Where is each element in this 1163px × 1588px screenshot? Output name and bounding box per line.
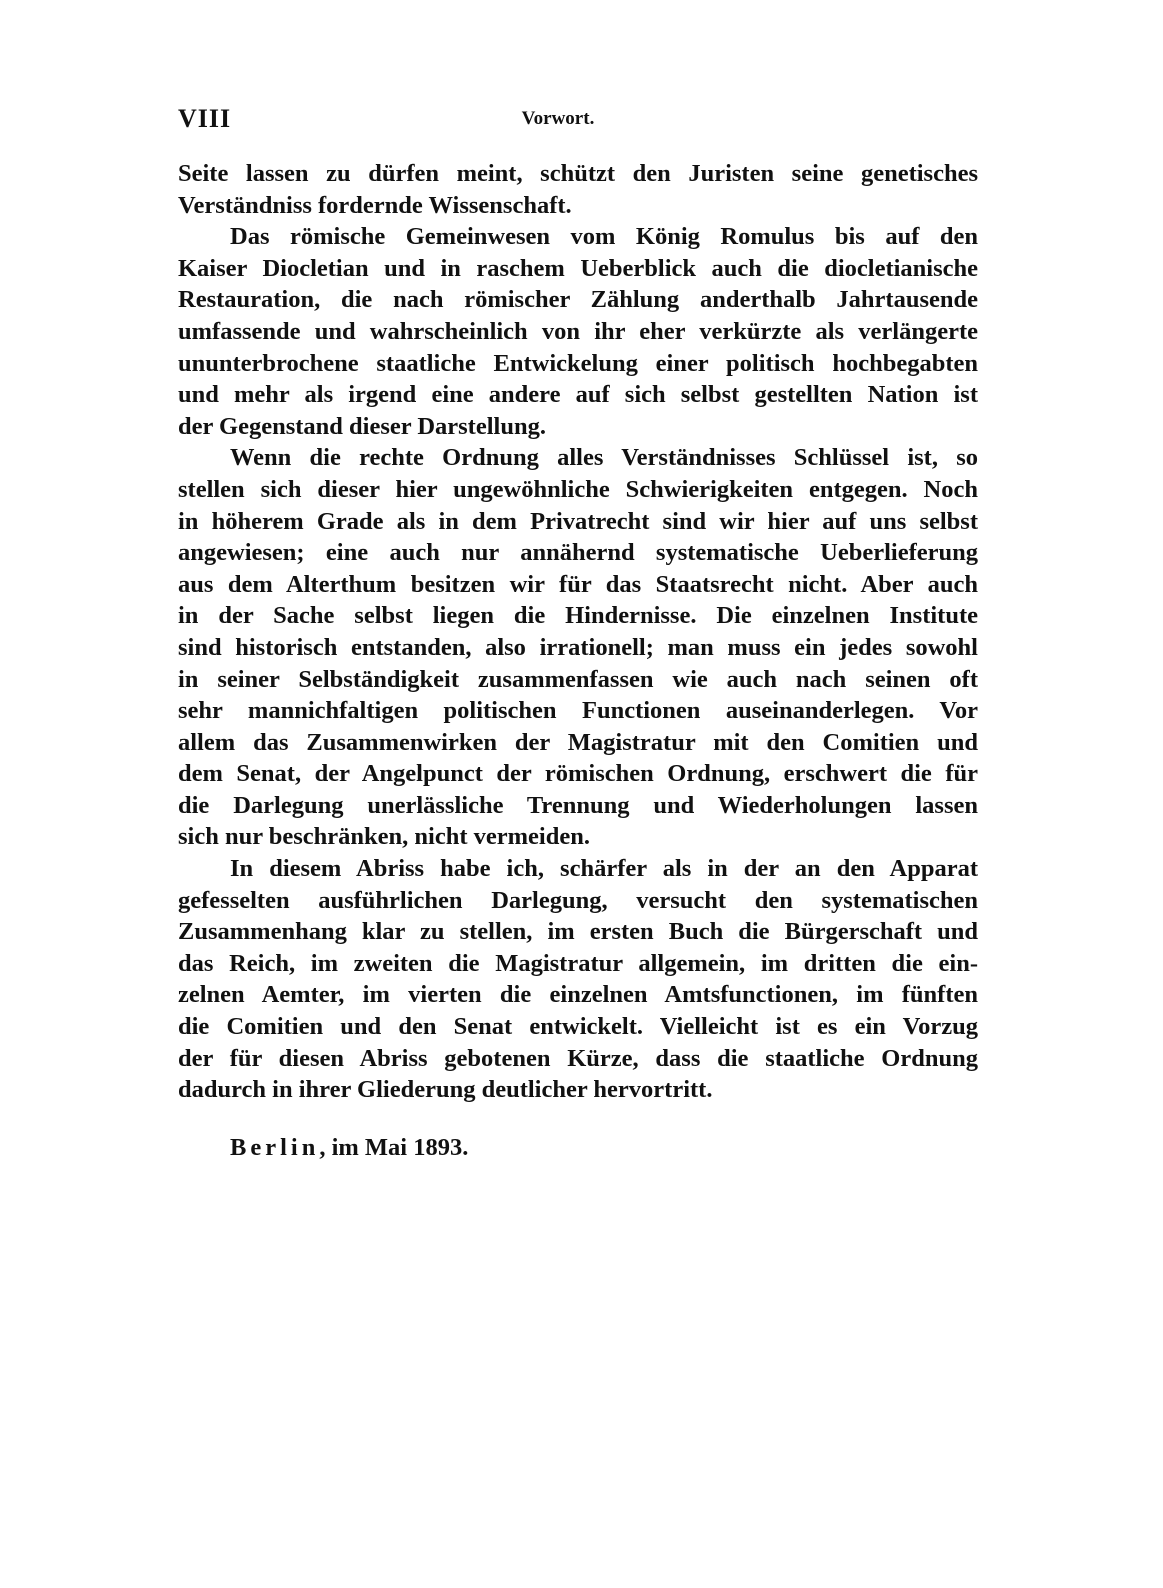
text-line: sehr mannichfaltigen politischen Functionen auseinanderlegen. Vor (178, 697, 978, 725)
text-line: In diesem Abriss habe ich, schärfer als in der an den Apparat (230, 855, 978, 883)
paragraph-1 (178, 158, 978, 221)
paragraph-3 (178, 442, 978, 853)
text-line: gefesselten ausführlichen Darlegung, versucht den systematischen (178, 886, 978, 914)
text-line: dadurch in ihrer Gliederung deutlicher hervortritt. (178, 1076, 713, 1104)
text-line: dem Senat, der Angelpunct der römischen Ordnung, erschwert die für (178, 760, 978, 788)
text-line: aus dem Alterthum besitzen wir für das Staatsrecht nicht. Aber auch (178, 570, 978, 598)
text-line: allem das Zusammenwirken der Magistratur mit den Comitien und (178, 728, 978, 756)
text-line: der Gegenstand dieser Darstellung. (178, 412, 546, 440)
text-line: die Darlegung unerlässliche Trennung und Wiederholungen lassen (178, 791, 978, 819)
text-line: das Reich, im zweiten die Magistratur allgemein, im dritten die ein- (178, 949, 978, 977)
text-line: Kaiser Diocletian und in raschem Ueberblick auch die diocletianische (178, 254, 978, 282)
body-text (178, 158, 978, 1106)
text-line: Zusammenhang klar zu stellen, im ersten Buch die Bürgerschaft und (178, 918, 978, 946)
text-line: stellen sich dieser hier ungewöhnliche Schwierigkeiten entgegen. Noch (178, 475, 978, 503)
text-line: Das römische Gemeinwesen vom König Romulus bis auf den (230, 223, 978, 251)
page-number: VIII (178, 104, 232, 133)
signature-line (230, 1134, 468, 1162)
text-line: umfassende und wahrscheinlich von ihr eher verkürzte als verlängerte (178, 317, 978, 345)
text-line: die Comitien und den Senat entwickelt. Vielleicht ist es ein Vorzug (178, 1013, 978, 1041)
text-line: in der Sache selbst liegen die Hindernisse. Die einzelnen Institute (178, 602, 978, 630)
text-line: in höherem Grade als in dem Privatrecht sind wir hier auf uns selbst (178, 507, 978, 535)
paragraph-2 (178, 221, 978, 442)
page-header (178, 104, 978, 138)
text-line: Seite lassen zu dürfen meint, schützt den Juristen seine genetisches (178, 160, 978, 187)
signature-place: Berlin (230, 1134, 320, 1161)
text-line: der für diesen Abriss gebotenen Kürze, dass die staatliche Ordnung (178, 1044, 978, 1072)
text-line: ununterbrochene staatliche Entwickelung einer politisch hochbegabten (178, 349, 978, 377)
text-line: in seiner Selbständigkeit zusammenfassen wie auch nach seinen oft (178, 665, 978, 693)
running-head: Vorwort. (521, 108, 595, 129)
text-line: Restauration, die nach römischer Zählung anderthalb Jahrtausende (178, 286, 978, 314)
paragraph-4 (178, 853, 978, 1106)
signature-date: , im Mai 1893. (319, 1134, 469, 1161)
text-line: angewiesen; eine auch nur annähernd systematische Ueberlieferung (178, 539, 978, 567)
text-line: sich nur beschränken, nicht vermeiden. (178, 823, 590, 851)
text-line: Wenn die rechte Ordnung alles Verständnisses Schlüssel ist, so (230, 444, 978, 472)
text-line: sind historisch entstanden, also irrationell; man muss ein jedes sowohl (178, 633, 978, 661)
text-line: Verständniss fordernde Wissenschaft. (178, 191, 572, 219)
text-line: und mehr als irgend eine andere auf sich selbst gestellten Nation ist (178, 381, 978, 409)
text-line: zelnen Aemter, im vierten die einzelnen Amtsfunctionen, im fünften (178, 981, 978, 1009)
